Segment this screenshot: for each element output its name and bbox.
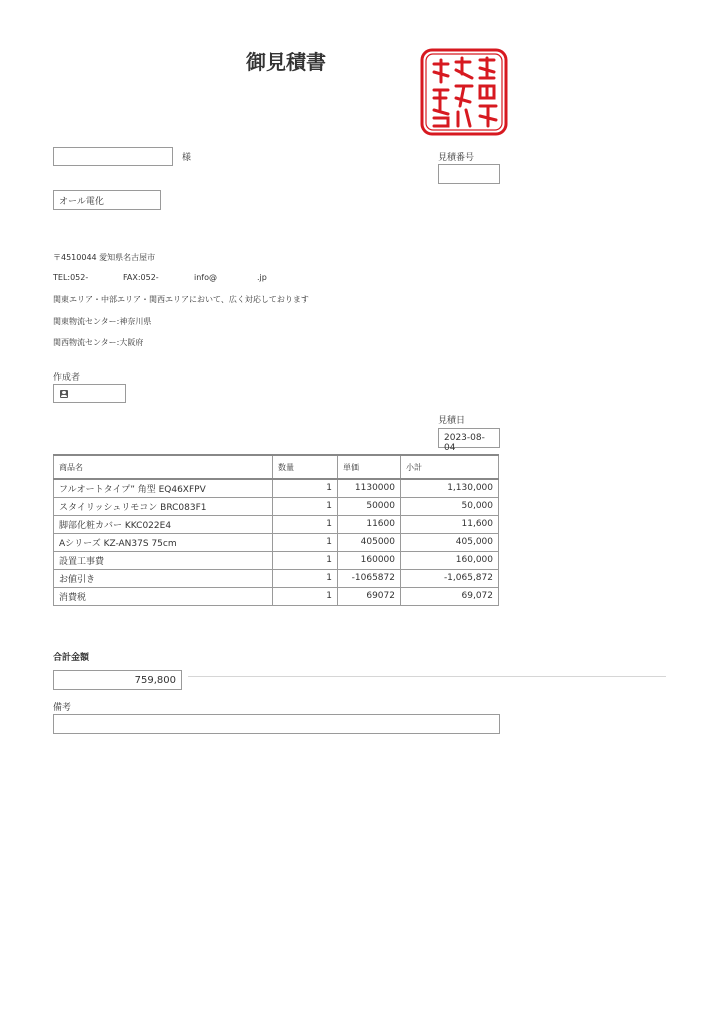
service-area-text: 関東エリア・中部エリア・関西エリアにおいて、広く対応しております xyxy=(53,295,309,304)
row-unit-price: 160000 xyxy=(338,551,401,569)
header-unit-price: 単価 xyxy=(338,455,401,479)
document-title: 御見積書 xyxy=(246,50,326,74)
subject-input[interactable]: オール電化 xyxy=(53,190,161,210)
table-row xyxy=(54,551,499,569)
kansai-center-text: 関西物流センター:大阪府 xyxy=(53,338,144,347)
total-label: 合計金額 xyxy=(53,653,90,663)
estimate-number-label: 見積番号 xyxy=(438,153,475,163)
company-seal-stamp xyxy=(420,48,508,136)
table-row xyxy=(54,569,499,587)
row-quantity: 1 xyxy=(273,479,338,497)
company-tel: TEL:052- xyxy=(53,273,89,282)
row-quantity: 1 xyxy=(273,551,338,569)
table-header-row xyxy=(54,455,499,479)
row-unit-price: 69072 xyxy=(338,587,401,605)
row-quantity: 1 xyxy=(273,533,338,551)
table-row xyxy=(54,533,499,551)
row-unit-price: 1130000 xyxy=(338,479,401,497)
table-row xyxy=(54,587,499,605)
table-row xyxy=(54,479,499,497)
row-unit-price: -1065872 xyxy=(338,569,401,587)
row-subtotal: 1,130,000 xyxy=(401,479,499,497)
company-address: 〒4510044 愛知県名古屋市 xyxy=(53,253,156,262)
estimate-number-input[interactable] xyxy=(438,164,500,184)
company-email-prefix: info@ xyxy=(194,273,218,282)
row-quantity: 1 xyxy=(273,497,338,515)
row-subtotal: -1,065,872 xyxy=(401,569,499,587)
table-row xyxy=(54,497,499,515)
header-product-name: 商品名 xyxy=(54,455,273,479)
row-unit-price: 11600 xyxy=(338,515,401,533)
row-subtotal: 50,000 xyxy=(401,497,499,515)
row-subtotal: 160,000 xyxy=(401,551,499,569)
remarks-label: 備考 xyxy=(53,703,72,713)
company-email-suffix: .jp xyxy=(257,273,267,282)
row-unit-price: 50000 xyxy=(338,497,401,515)
divider-line xyxy=(188,676,666,677)
remarks-input[interactable] xyxy=(53,714,500,734)
header-quantity: 数量 xyxy=(273,455,338,479)
row-product-name: フルオートタイプ” 角型 EQ46XFPV xyxy=(54,479,273,497)
row-subtotal: 11,600 xyxy=(401,515,499,533)
header-subtotal: 小計 xyxy=(401,455,499,479)
honorific-label: 様 xyxy=(182,153,192,163)
customer-name-input[interactable] xyxy=(53,147,173,166)
table-row xyxy=(54,515,499,533)
row-quantity: 1 xyxy=(273,587,338,605)
row-product-name: 消費税 xyxy=(54,587,273,605)
company-fax: FAX:052- xyxy=(123,273,159,282)
row-product-name: Aシリーズ KZ-AN37S 75cm xyxy=(54,533,273,551)
estimate-date-input[interactable]: 2023-08-04 xyxy=(438,428,500,448)
row-product-name: 設置工事費 xyxy=(54,551,273,569)
kanto-center-text: 関東物流センター:神奈川県 xyxy=(53,317,152,326)
user-icon xyxy=(60,390,68,398)
row-quantity: 1 xyxy=(273,515,338,533)
row-subtotal: 405,000 xyxy=(401,533,499,551)
items-table xyxy=(53,454,499,606)
row-quantity: 1 xyxy=(273,569,338,587)
estimate-date-label: 見積日 xyxy=(438,416,466,426)
row-subtotal: 69,072 xyxy=(401,587,499,605)
row-product-name: スタイリッシュリモコン BRC083F1 xyxy=(54,497,273,515)
row-unit-price: 405000 xyxy=(338,533,401,551)
row-product-name: お値引き xyxy=(54,569,273,587)
total-amount-field[interactable]: 759,800 xyxy=(53,670,182,690)
author-input[interactable] xyxy=(53,384,126,403)
author-label: 作成者 xyxy=(53,373,81,383)
row-product-name: 脚部化粧カバー KKC022E4 xyxy=(54,515,273,533)
